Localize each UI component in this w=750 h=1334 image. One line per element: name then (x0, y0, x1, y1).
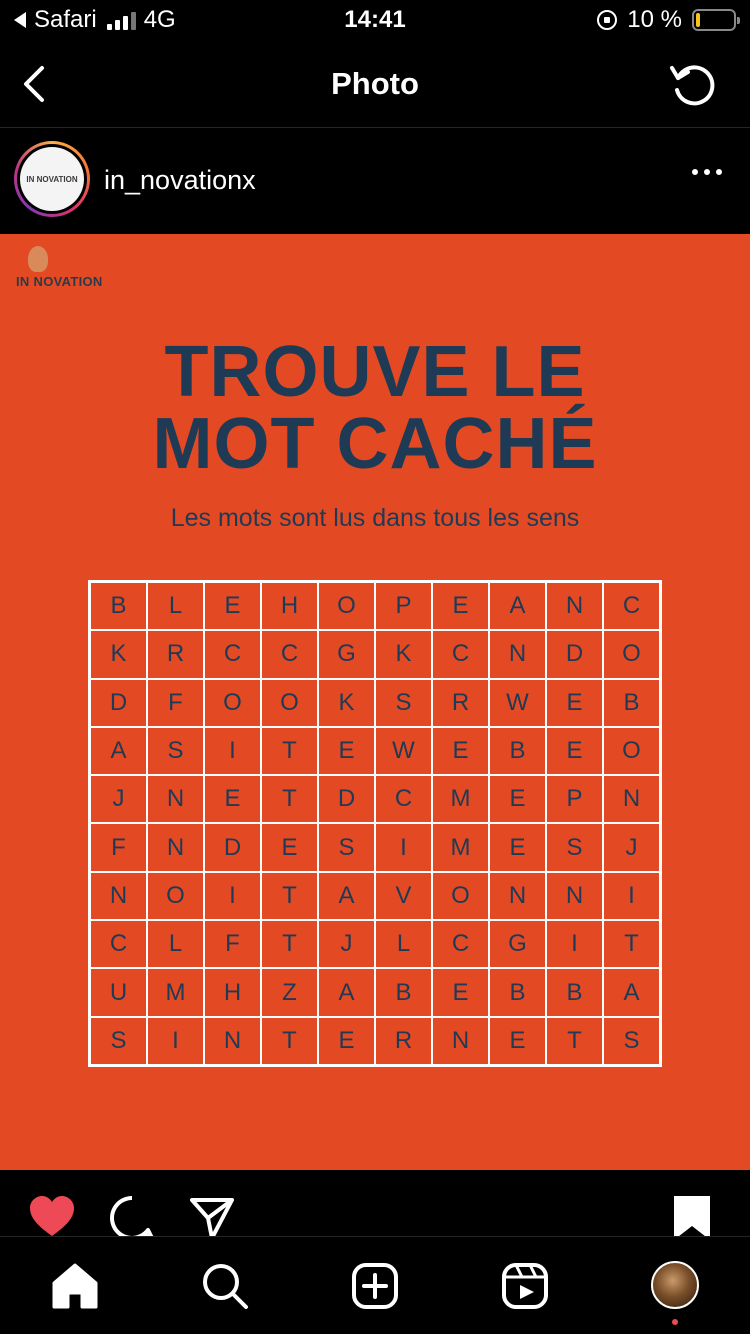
grid-cell: K (375, 630, 432, 678)
grid-cell: B (489, 968, 546, 1016)
reels-icon[interactable] (500, 1261, 550, 1311)
grid-cell: O (261, 679, 318, 727)
post-username[interactable]: in_novationx (104, 165, 256, 195)
profile-avatar[interactable] (651, 1261, 699, 1309)
grid-cell: F (90, 823, 147, 871)
grid-cell: B (489, 727, 546, 775)
grid-cell: B (90, 582, 147, 630)
grid-cell: R (432, 679, 489, 727)
grid-cell: B (375, 968, 432, 1016)
paper-plane-icon[interactable] (188, 1194, 236, 1236)
word-search-grid (88, 580, 662, 1067)
grid-cell: B (603, 679, 660, 727)
grid-cell: L (375, 920, 432, 968)
grid-cell: J (90, 775, 147, 823)
grid-cell: C (204, 630, 261, 678)
grid-cell: C (90, 920, 147, 968)
grid-cell: W (375, 727, 432, 775)
back-app-label: Safari (34, 6, 97, 33)
grid-cell: E (318, 727, 375, 775)
story-ring[interactable] (14, 141, 90, 217)
grid-cell: O (204, 679, 261, 727)
grid-cell: K (90, 630, 147, 678)
lightbulb-icon (28, 246, 48, 272)
grid-cell: I (147, 1017, 204, 1065)
avatar: IN NOVATION (20, 147, 84, 211)
puzzle-headline (0, 332, 750, 484)
page-title: Photo (331, 66, 419, 101)
grid-cell: S (147, 727, 204, 775)
network-type: 4G (143, 6, 176, 33)
grid-cell: N (432, 1017, 489, 1065)
grid-cell: C (375, 775, 432, 823)
grid-cell: I (375, 823, 432, 871)
grid-cell: I (603, 872, 660, 920)
grid-cell: T (261, 872, 318, 920)
grid-cell: H (261, 582, 318, 630)
grid-cell: E (489, 823, 546, 871)
grid-cell: N (204, 1017, 261, 1065)
grid-cell: N (90, 872, 147, 920)
grid-cell: E (318, 1017, 375, 1065)
plus-square-icon[interactable] (350, 1261, 400, 1311)
grid-cell: S (603, 1017, 660, 1065)
grid-cell: S (90, 1017, 147, 1065)
more-dots-icon[interactable] (692, 169, 722, 175)
brand-logo-text: IN NOVATION (16, 274, 103, 289)
grid-cell: T (261, 920, 318, 968)
grid-cell: B (546, 968, 603, 1016)
grid-cell: E (261, 823, 318, 871)
grid-cell: E (489, 775, 546, 823)
status-bar (0, 0, 750, 40)
post-header (0, 129, 750, 233)
grid-cell: E (204, 775, 261, 823)
grid-cell: N (147, 775, 204, 823)
grid-cell: T (603, 920, 660, 968)
grid-cell: A (489, 582, 546, 630)
grid-cell: E (546, 679, 603, 727)
post-image[interactable] (0, 234, 750, 1170)
grid-cell: L (147, 582, 204, 630)
grid-cell: F (147, 679, 204, 727)
grid-cell: O (318, 582, 375, 630)
grid-cell: I (546, 920, 603, 968)
grid-cell: P (546, 775, 603, 823)
post-actions (0, 1170, 750, 1236)
grid-cell: I (204, 727, 261, 775)
grid-cell: W (489, 679, 546, 727)
grid-cell: O (147, 872, 204, 920)
grid-cell: N (489, 630, 546, 678)
grid-cell: P (375, 582, 432, 630)
grid-cell: S (318, 823, 375, 871)
grid-cell: C (432, 920, 489, 968)
grid-cell: F (204, 920, 261, 968)
grid-cell: H (204, 968, 261, 1016)
grid-cell: E (546, 727, 603, 775)
grid-cell: G (489, 920, 546, 968)
grid-cell: D (204, 823, 261, 871)
grid-cell: T (261, 1017, 318, 1065)
grid-cell: O (603, 630, 660, 678)
heart-icon[interactable] (28, 1194, 76, 1236)
grid-cell: E (432, 582, 489, 630)
grid-cell: J (318, 920, 375, 968)
bookmark-icon[interactable] (672, 1194, 712, 1236)
grid-cell: T (261, 775, 318, 823)
puzzle-subtitle: Les mots sont lus dans tous les sens (170, 504, 580, 532)
grid-cell: C (432, 630, 489, 678)
grid-cell: C (261, 630, 318, 678)
grid-cell: U (90, 968, 147, 1016)
grid-cell: J (603, 823, 660, 871)
grid-cell: S (546, 823, 603, 871)
grid-cell: A (603, 968, 660, 1016)
home-icon[interactable] (50, 1261, 100, 1311)
headline-line-1: TROUVE LE (164, 332, 586, 412)
grid-cell: I (204, 872, 261, 920)
grid-cell: O (432, 872, 489, 920)
nav-header (0, 40, 750, 128)
headline-line-2: MOT CACHÉ (152, 404, 598, 484)
battery-icon (692, 9, 736, 31)
grid-cell: N (603, 775, 660, 823)
grid-cell: R (147, 630, 204, 678)
grid-cell: N (546, 872, 603, 920)
grid-cell: M (432, 823, 489, 871)
grid-cell: V (375, 872, 432, 920)
grid-cell: T (546, 1017, 603, 1065)
grid-cell: Z (261, 968, 318, 1016)
grid-cell: G (318, 630, 375, 678)
grid-cell: O (603, 727, 660, 775)
grid-cell: N (489, 872, 546, 920)
grid-cell: R (375, 1017, 432, 1065)
grid-cell: D (90, 679, 147, 727)
grid-cell: L (147, 920, 204, 968)
grid-cell: N (147, 823, 204, 871)
grid-cell: M (147, 968, 204, 1016)
grid-cell: M (432, 775, 489, 823)
grid-cell: T (261, 727, 318, 775)
grid-cell: E (489, 1017, 546, 1065)
grid-cell: D (318, 775, 375, 823)
rotation-lock-icon (597, 10, 617, 30)
search-icon[interactable] (200, 1261, 250, 1311)
grid-cell: C (603, 582, 660, 630)
grid-cell: A (90, 727, 147, 775)
notification-dot (672, 1319, 678, 1325)
tab-bar (0, 1236, 750, 1334)
grid-cell: E (432, 727, 489, 775)
grid-cell: E (204, 582, 261, 630)
grid-cell: D (546, 630, 603, 678)
status-time: 14:41 (344, 6, 406, 33)
refresh-icon[interactable] (668, 58, 720, 110)
grid-cell: A (318, 968, 375, 1016)
brand-logo (16, 244, 116, 294)
grid-cell: E (432, 968, 489, 1016)
grid-cell: A (318, 872, 375, 920)
grid-cell: S (375, 679, 432, 727)
battery-percent: 10 % (627, 6, 682, 33)
comment-icon[interactable] (108, 1194, 156, 1236)
battery-fill (696, 13, 700, 27)
grid-cell: K (318, 679, 375, 727)
grid-cell: N (546, 582, 603, 630)
